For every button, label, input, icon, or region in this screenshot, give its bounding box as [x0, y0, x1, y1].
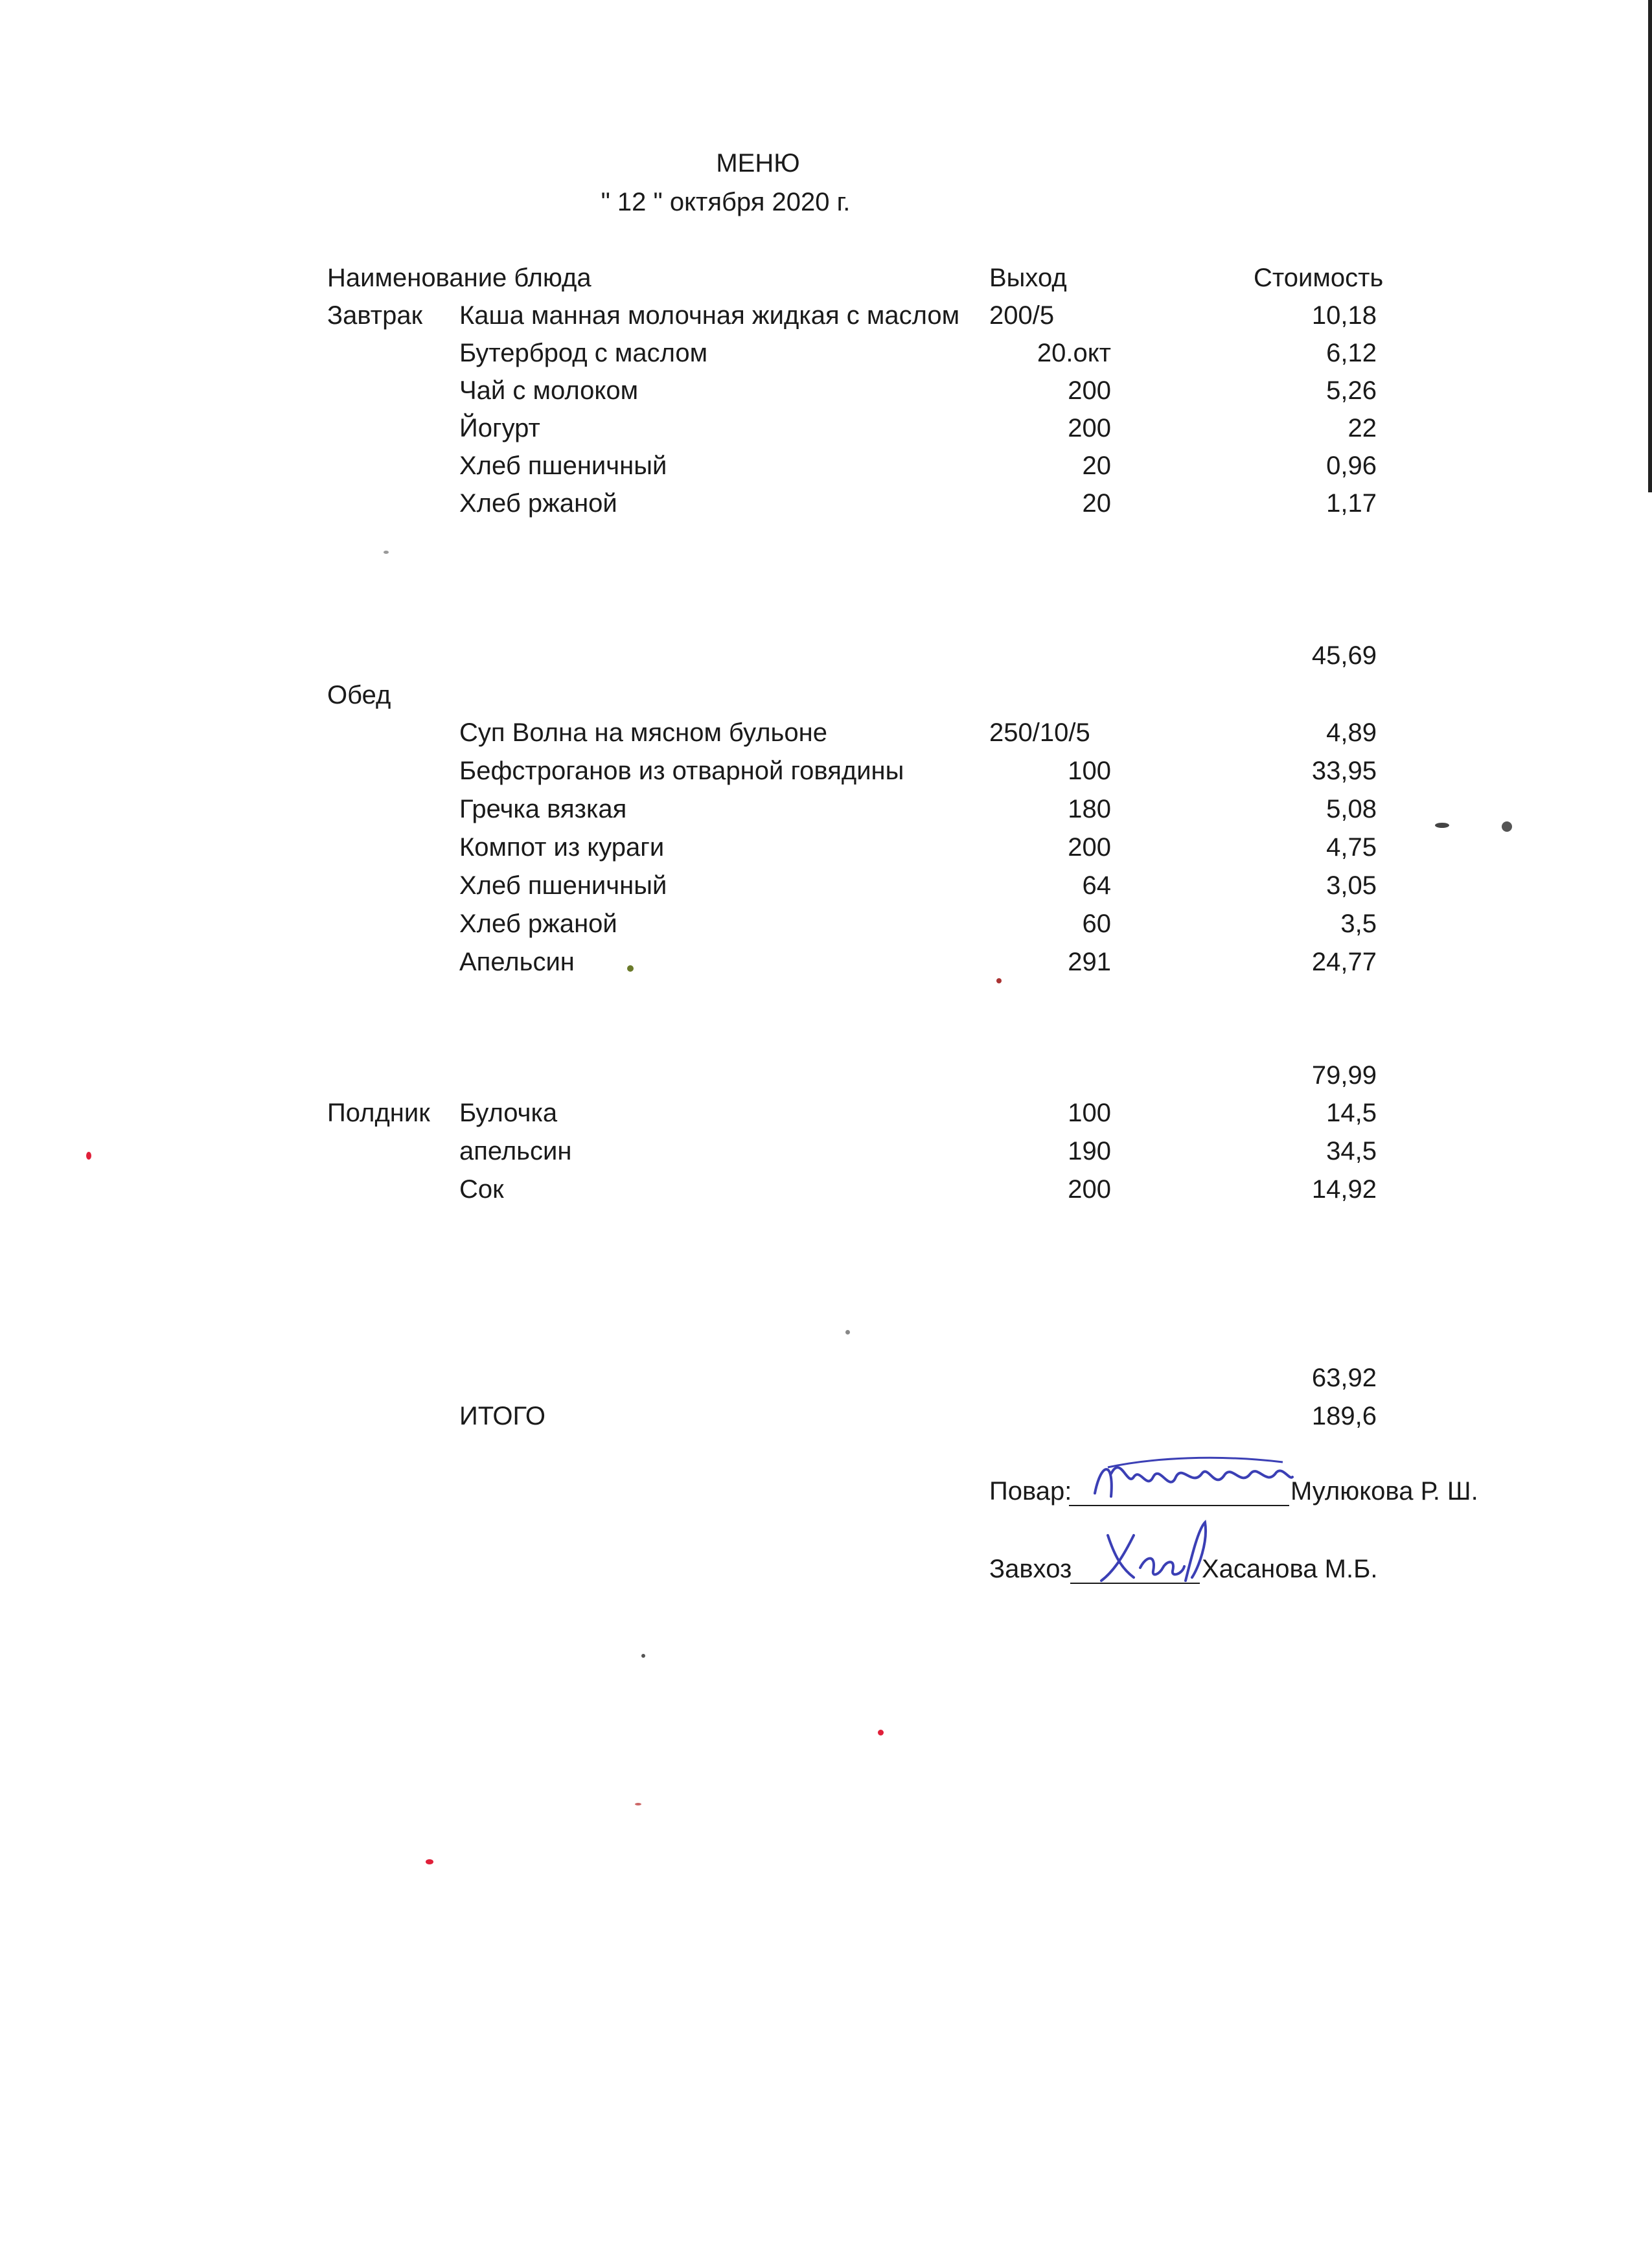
- dish-name: Суп Волна на мясном бульоне: [459, 718, 827, 747]
- scan-edge-mark: [1648, 0, 1652, 492]
- subtotal-lunch: 79,99: [1311, 1061, 1377, 1090]
- grand-total-value: 189,6: [1311, 1402, 1377, 1430]
- dish-cost: 4,89: [1326, 718, 1377, 747]
- dish-output: 60: [1082, 910, 1111, 938]
- dish-name: Хлеб ржаной: [459, 910, 617, 938]
- dish-cost: 5,08: [1326, 795, 1377, 823]
- dish-cost: 14,92: [1311, 1175, 1377, 1204]
- dish-output: 291: [1068, 948, 1111, 976]
- dish-output: 100: [1068, 1099, 1111, 1127]
- subtotal-afternoon-snack: 63,92: [1311, 1364, 1377, 1392]
- dish-name: Хлеб пшеничный: [459, 452, 667, 480]
- meal-label-lunch: Обед: [327, 681, 391, 709]
- dish-cost: 24,77: [1311, 948, 1377, 976]
- dish-name: Чай с молоком: [459, 376, 639, 405]
- scan-speck: [1502, 821, 1512, 832]
- dish-output: 200: [1068, 414, 1111, 442]
- dish-name: Булочка: [459, 1099, 558, 1127]
- scan-speck: [426, 1859, 433, 1864]
- scan-speck: [996, 978, 1002, 983]
- scan-speck: [1435, 823, 1449, 828]
- scan-speck: [641, 1654, 645, 1658]
- dish-cost: 1,17: [1326, 489, 1377, 518]
- scan-speck: [845, 1330, 850, 1334]
- dish-output: 64: [1082, 871, 1111, 900]
- scan-speck: [878, 1730, 884, 1735]
- dish-name: Хлеб ржаной: [459, 489, 617, 518]
- supply-manager-name: Хасанова М.Б.: [1202, 1555, 1378, 1583]
- supply-manager-handwritten-signature: [1095, 1516, 1211, 1594]
- supply-manager-signature-label: Завхоз: [989, 1555, 1072, 1583]
- scan-speck: [86, 1152, 91, 1160]
- dish-cost: 4,75: [1326, 833, 1377, 862]
- dish-cost: 34,5: [1326, 1137, 1377, 1165]
- document-date: " 12 " октября 2020 г.: [601, 188, 851, 216]
- dish-output: 200: [1068, 376, 1111, 405]
- dish-name: Бутерброд с маслом: [459, 339, 708, 367]
- dish-output: 100: [1068, 757, 1111, 785]
- dish-name: Сок: [459, 1175, 504, 1204]
- cook-handwritten-signature: [1088, 1448, 1296, 1513]
- dish-output: 20: [1082, 452, 1111, 480]
- column-header-output: Выход: [989, 264, 1067, 292]
- scan-speck: [384, 551, 389, 554]
- subtotal-breakfast: 45,69: [1311, 641, 1377, 670]
- dish-output: 190: [1068, 1137, 1111, 1165]
- dish-cost: 10,18: [1311, 301, 1377, 330]
- dish-name: Каша манная молочная жидкая с маслом: [459, 301, 960, 330]
- dish-cost: 33,95: [1311, 757, 1377, 785]
- dish-name: Компот из кураги: [459, 833, 665, 862]
- dish-output: 20: [1082, 489, 1111, 518]
- dish-output: 200: [1068, 833, 1111, 862]
- column-header-cost: Стоимость: [1254, 264, 1384, 292]
- dish-cost: 3,05: [1326, 871, 1377, 900]
- dish-output: 180: [1068, 795, 1111, 823]
- scan-speck: [635, 1803, 641, 1805]
- column-header-name: Наименование блюда: [327, 264, 591, 292]
- dish-name: апельсин: [459, 1137, 572, 1165]
- dish-cost: 5,26: [1326, 376, 1377, 405]
- document-title: МЕНЮ: [716, 149, 800, 178]
- dish-name: Апельсин: [459, 948, 575, 976]
- cook-signature-label: Повар:: [989, 1477, 1072, 1506]
- dish-output: 20.окт: [1037, 339, 1111, 367]
- dish-output: 250/10/5: [989, 718, 1090, 747]
- dish-cost: 6,12: [1326, 339, 1377, 367]
- dish-output: 200/5: [989, 301, 1055, 330]
- grand-total-label: ИТОГО: [459, 1402, 546, 1430]
- meal-label-afternoon-snack: Полдник: [327, 1099, 430, 1127]
- meal-label-breakfast: Завтрак: [327, 301, 423, 330]
- dish-cost: 22: [1348, 414, 1377, 442]
- dish-cost: 3,5: [1340, 910, 1377, 938]
- dish-name: Гречка вязкая: [459, 795, 627, 823]
- dish-cost: 0,96: [1326, 452, 1377, 480]
- dish-name: Бефстроганов из отварной говядины: [459, 757, 904, 785]
- dish-name: Йогурт: [459, 414, 540, 442]
- cook-name: Мулюкова Р. Ш.: [1291, 1477, 1478, 1506]
- dish-output: 200: [1068, 1175, 1111, 1204]
- dish-cost: 14,5: [1326, 1099, 1377, 1127]
- dish-name: Хлеб пшеничный: [459, 871, 667, 900]
- scan-speck: [627, 965, 634, 972]
